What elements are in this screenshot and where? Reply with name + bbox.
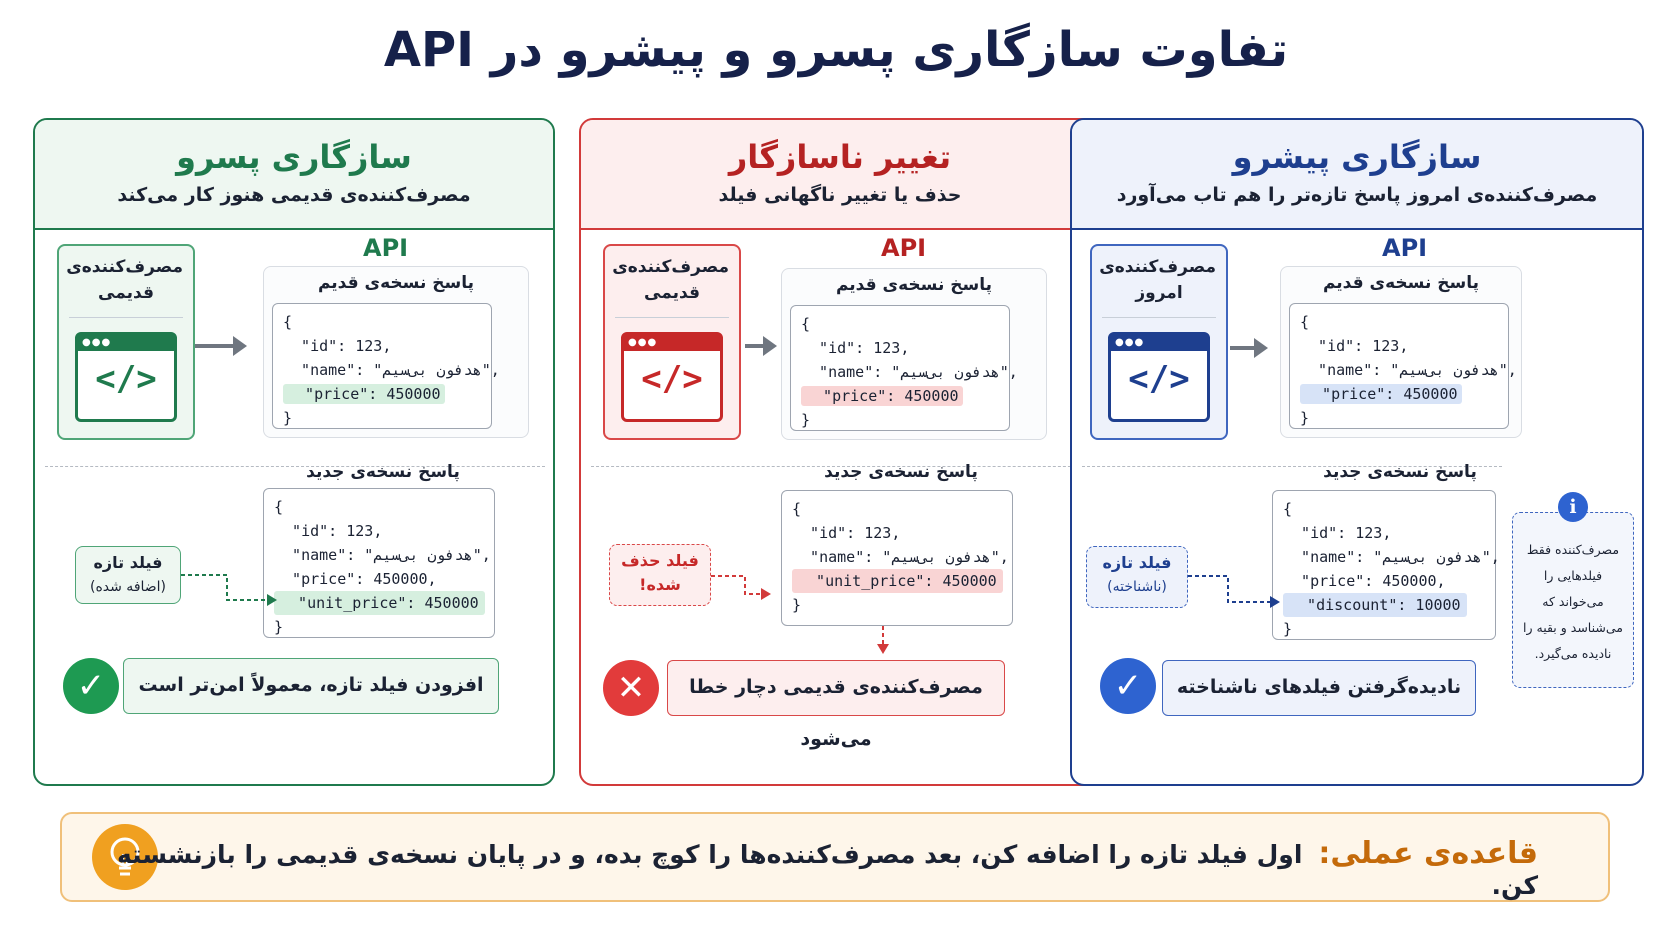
new-json: [263, 488, 495, 638]
json-line: "id": 123,: [1283, 524, 1392, 542]
json-line: {: [1283, 500, 1293, 518]
new-field-tag: [75, 546, 181, 604]
code-window-icon: ●●● </>: [1108, 332, 1210, 422]
json-line: }: [283, 409, 293, 427]
backward-compat-panel: [33, 118, 555, 786]
practical-rule-bar: [60, 812, 1610, 902]
json-line: }: [792, 596, 802, 614]
tag-label: فیلد تازه: [93, 553, 163, 572]
json-line: {: [274, 498, 284, 516]
json-line-highlight: "unit_price": 450000: [274, 591, 485, 615]
unknown-field-tag: [1086, 546, 1188, 608]
rule-body: اول فیلد تازه را اضافه کن، بعد مصرف‌کننده‌ها را کوچ بده، و در پایان نسخه‌ی قدیمی را بازنشسته کن.: [116, 840, 1538, 900]
result-text: نادیده‌گرفتن فیلدهای ناشناخته: [1162, 660, 1476, 716]
json-line: "name": "هدفون بی‌سیم",: [1300, 361, 1517, 379]
code-window-icon: ●●● </>: [621, 332, 723, 422]
json-line: }: [801, 411, 811, 429]
code-window-icon: ●●● </>: [75, 332, 177, 422]
panel-subtitle: مصرف‌کننده‌ی امروز پاسخ تازه‌تر را هم تاب می‌آورد: [1116, 184, 1598, 206]
json-line: "name": "هدفون بی‌سیم",: [283, 361, 500, 379]
panel-title: سازگاری پسرو: [176, 138, 412, 176]
panel-header: [1072, 120, 1642, 230]
json-line: "name": "هدفون بی‌سیم",: [792, 548, 1009, 566]
json-line: }: [1300, 409, 1310, 427]
consumer-card: [603, 244, 741, 440]
new-response-label: پاسخ نسخه‌ی جدید: [1323, 462, 1477, 482]
api-label: API: [1382, 234, 1428, 262]
info-icon: i: [1558, 492, 1588, 522]
json-line: {: [801, 315, 811, 333]
forward-compat-panel: [1070, 118, 1644, 786]
panel-title: تغییر ناسازگار: [728, 138, 952, 176]
json-line-highlight: "unit_price": 450000: [792, 569, 1003, 593]
old-response-label: پاسخ نسخه‌ی قدیم: [835, 275, 993, 295]
result-text: افزودن فیلد تازه، معمولاً امن‌تر است: [123, 658, 499, 714]
consumer-name: مصرف‌کننده‌ی امروز: [1102, 246, 1216, 318]
json-line: "price": 450000,: [274, 570, 437, 588]
info-note: مصرف‌کننده فقط فیلدهایی را می‌خواند که می‌شناسد و بقیه را نادیده می‌گیرد.: [1512, 512, 1634, 688]
json-line: {: [792, 500, 802, 518]
panel-header: [35, 120, 553, 230]
panel-subtitle: مصرف‌کننده‌ی قدیمی هنوز کار می‌کند: [117, 184, 471, 206]
json-line: "id": 123,: [792, 524, 901, 542]
json-line: "id": 123,: [1300, 337, 1409, 355]
panel-header: [581, 120, 1099, 230]
tag-sub: شده!: [639, 575, 681, 594]
check-icon: ✓: [63, 658, 119, 714]
consumer-name: مصرف‌کننده‌ی قدیمی: [615, 246, 729, 318]
old-json: [272, 303, 500, 429]
new-response-label: پاسخ نسخه‌ی جدید: [306, 462, 460, 482]
tag-sub: (ناشناخته): [1107, 579, 1167, 595]
json-line: "name": "هدفون بی‌سیم",: [1283, 548, 1500, 566]
old-response-card: [781, 268, 1047, 440]
json-line-highlight: "discount": 10000: [1283, 593, 1467, 617]
rule-text: [62, 836, 1538, 900]
check-icon: ✓: [1100, 658, 1156, 714]
json-line: "id": 123,: [283, 337, 392, 355]
tag-label: فیلد تازه: [1102, 553, 1172, 572]
old-json: [1289, 303, 1517, 429]
old-response-card: [263, 266, 529, 438]
removed-field-tag: [609, 544, 711, 606]
breaking-change-panel: [579, 118, 1101, 786]
page-title: تفاوت سازگاری پسرو و پیشرو در API: [383, 22, 1289, 78]
api-label: API: [363, 234, 409, 262]
json-line: "price": 450000,: [1283, 572, 1446, 590]
json-line: {: [283, 313, 293, 331]
x-icon: ✕: [603, 660, 659, 716]
json-line: {: [1300, 313, 1310, 331]
consumer-card: [1090, 244, 1228, 440]
json-line: "id": 123,: [801, 339, 910, 357]
new-json: [781, 490, 1013, 626]
json-line: }: [274, 618, 284, 636]
panel-title: سازگاری پیشرو: [1232, 138, 1482, 176]
result-text: مصرف‌کننده‌ی قدیمی دچار خطا می‌شود: [667, 660, 1005, 716]
tag-sub: (اضافه شده): [89, 579, 167, 595]
new-response-label: پاسخ نسخه‌ی جدید: [824, 462, 978, 482]
new-json: [1272, 490, 1500, 640]
json-line: "name": "هدفون بی‌سیم",: [274, 546, 491, 564]
old-response-label: پاسخ نسخه‌ی قدیم: [317, 273, 475, 293]
rule-label: قاعده‌ی عملی:: [1318, 836, 1538, 871]
json-line: "id": 123,: [274, 522, 383, 540]
api-label: API: [881, 234, 927, 262]
tag-label: فیلد حذف: [621, 551, 699, 570]
json-line-highlight: "price": 450000: [1300, 384, 1462, 404]
panel-subtitle: حذف یا تغییر ناگهانی فیلد: [718, 184, 962, 206]
old-json: [790, 305, 1018, 431]
json-line: }: [1283, 620, 1293, 638]
consumer-name: مصرف‌کننده‌ی قدیمی: [69, 246, 183, 318]
old-response-card: [1280, 266, 1522, 438]
old-response-label: پاسخ نسخه‌ی قدیم: [1322, 273, 1480, 293]
consumer-card: [57, 244, 195, 440]
json-line-highlight: "price": 450000: [801, 386, 963, 406]
json-line: "name": "هدفون بی‌سیم",: [801, 363, 1018, 381]
json-line-highlight: "price": 450000: [283, 384, 445, 404]
